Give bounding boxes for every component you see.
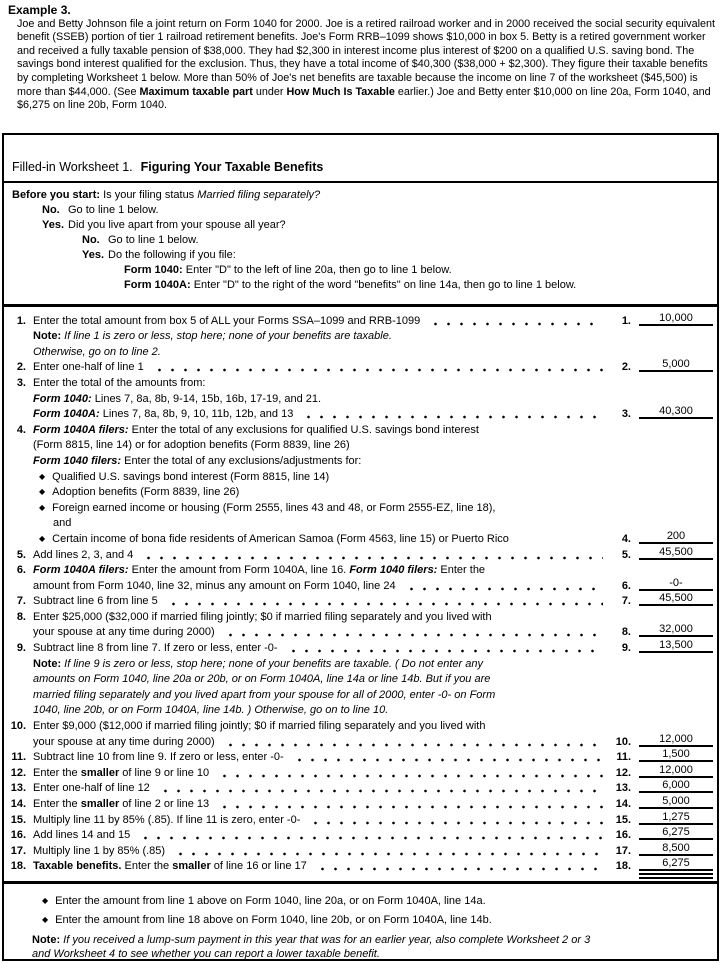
amount-cell [639,779,713,793]
amount-cell [639,358,713,372]
amount-value: 12,000 [639,733,713,747]
line-text [33,549,133,561]
line-number: 16. [10,829,26,842]
amount-line-number: 5. [621,548,631,561]
example-bold-reference-1: Maximum taxable part [139,85,253,98]
worksheet-line-row [8,716,713,732]
before-yes1-label: Yes. [42,219,65,231]
line-text-segment: If line 9 is zero or less, stop here; none of your benefits are taxable. ( Do not enter any [61,657,484,670]
amount-value: 6,275 [639,857,713,871]
example-paragraph [17,18,715,113]
line-text-segment: Enter the [33,798,81,810]
before-form1040a-row [12,279,709,294]
dot-leader [307,817,603,825]
line-text [33,346,161,358]
line-text [33,471,329,483]
line-text [33,377,205,389]
line-number: 7. [16,595,26,608]
amount-cell [639,623,713,637]
line-text [33,393,321,405]
worksheet-line-row [8,701,713,717]
line-number: 12. [10,766,26,779]
amount-value: 10,000 [639,312,713,326]
line-text [33,361,144,373]
amount-cell [639,639,713,653]
line-text [33,486,239,498]
worksheet-line-row [8,483,713,499]
line-text [33,315,420,327]
before-no1-text: Go to line 1 below. [68,204,159,216]
before-no2-label: No. [82,234,100,246]
footer-bullet-text-2: Enter the amount from line 18 above on Form 1040, line 20b, or on Form 1040A, line 14b. [55,914,492,927]
worksheet-line-row [8,389,713,405]
amount-line-number: 3. [621,408,631,421]
worksheet-line-row [8,420,713,436]
before-lead-italic: Married filing separately? [197,189,321,201]
before-you-start-section [4,183,717,307]
worksheet-line-row [8,436,713,452]
example-text: Joe and Betty Johnson file a joint return on Form 1040 for 2000. Joe is a retired railroad worker and in 2000 received the social security equivalent benefit (SSEB) portion of tier 1 railroad retirement benefits. Joe's Form RRB–1099 shows $10,000 in box 5. Betty is a retired government worker and received a fully taxable pension of $38,000. They had $2,300 in interest income plus interest of $200 on a qualified U.S. saving bond. The savings bond interest qualified for the exclusion. Thus, they have a total income of $40,300 ($38,000 + $2,300). They figure their taxable benefits by completing Worksheet 1 below. More than 50% of Joe's net benefits are taxable because the income on line 7 of the worksheet ($45,500) is more than $44,000. (See [17,17,715,98]
before-yes2-label: Yes. [82,249,105,261]
worksheet-line-row [8,763,713,779]
line-text-segment: of line 16 or line 17 [210,860,307,873]
line-text [33,704,388,716]
line-text [33,611,492,623]
dot-leader [222,739,603,747]
worksheet-line-row [8,732,713,748]
line-number: 17. [10,844,26,857]
line-text [33,860,307,872]
line-text-segment: Multiply line 1 by 85% (.85) [33,844,166,857]
before-yes1-row [12,219,709,234]
amount-cell [639,826,713,840]
line-number: 3. [16,376,26,389]
line-text-segment: Add lines 14 and 15 [33,829,131,842]
line-text-segment: Enter the [121,860,173,873]
line-text-segment: smaller [80,798,120,810]
line-text-segment: smaller [80,766,120,779]
line-text [33,408,293,420]
worksheet-title-row [4,135,717,183]
line-text [33,736,215,748]
amount-line-number: 1. [621,314,631,327]
line-text-segment: Lines 7, 8a, 8b, 9-14, 15b, 16b, 17-19, and 21. [91,392,322,405]
line-text-segment: smaller [172,860,211,873]
bullet-icon: ◆ [39,502,46,512]
line-text [33,673,490,685]
footer-bullet-row-1 [12,895,709,907]
line-text-segment: Form 1040 filers: [33,454,122,467]
dot-leader [403,583,603,591]
line-text-segment: Enter the total amount from box 5 of ALL your Forms SSA–1099 and RRB-1099 [33,314,421,327]
amount-cell [639,546,713,560]
line-text-segment: Add lines 2, 3, and 4 [33,548,134,561]
line-text [33,845,165,857]
line-text [33,595,158,607]
amount-value: 45,500 [639,546,713,560]
line-text-segment: of line 2 or line 13 [119,798,210,810]
before-no1-label: No. [42,204,60,216]
before-yes2-text: Do the following if you file: [108,249,236,261]
amount-value: -0- [639,577,713,591]
before-no2-text: Go to line 1 below. [108,234,199,246]
example-text-3: earlier.) Joe and Betty enter $10,000 on line 20a, Form 1040, and $6,275 on line 20b, Form 1040. [17,85,711,112]
footer-note-text: If you received a lump-sum payment in this year that was for an earlier year, also complete Worksheet 2 or 3 and Worksheet 4 to see whether you can report a lower taxable benefit. [32,934,591,961]
line-number: 9. [16,642,26,655]
line-number: 1. [16,314,26,327]
worksheet-line-row [8,467,713,483]
line-text [33,751,284,763]
line-text [33,829,130,841]
bullet-icon: ◆ [42,915,49,925]
amount-line-number: 2. [621,361,631,374]
amount-value: 40,300 [639,405,713,419]
example-heading: Example 3. [8,4,71,17]
footer-note [12,933,592,961]
worksheet-line-row [8,498,713,514]
line-text [33,533,509,545]
line-text-segment: and [53,517,72,530]
line-text-segment: Enter $25,000 ($32,000 if married filing jointly; $0 if married filing separately and you lived with [33,610,492,623]
worksheet-line-row [8,685,713,701]
line-text [33,439,350,451]
before-form1040-row [12,264,709,279]
line-text-segment: Subtract line 6 from line 5 [33,595,158,608]
dot-leader [216,801,603,809]
dot-leader [300,411,603,419]
line-text [33,720,485,732]
worksheet-line-row [8,810,713,826]
amount-cell [639,405,713,419]
line-text [33,798,209,810]
line-text-segment: Subtract line 8 from line 7. If zero or less, enter -0- [33,642,278,655]
double-rule [639,873,713,879]
bullet-icon: ◆ [39,533,46,543]
amount-line-number: 10. [615,735,631,748]
dot-leader [140,552,603,560]
before-form1040a-text: Enter "D" to the right of the word "benefits" on line 14a, then go to line 1 below. [190,279,577,291]
worksheet-line-row [8,670,713,686]
before-lead-row [12,189,709,204]
line-text-segment: Foreign earned income or housing (Form 2555, lines 43 and 48, or Form 2555-EZ, line 18), [52,501,496,514]
before-no1-row [12,204,709,219]
bullet-icon: ◆ [39,487,46,497]
line-number: 6. [16,564,26,577]
line-number: 13. [10,782,26,795]
line-text-segment: Certain income of bona fide residents of American Samoa (Form 4563, line 15) or Puerto Rico [52,532,509,545]
line-text-segment: Form 1040A filers: [33,423,129,436]
line-text-segment: Form 1040 filers: [349,564,438,577]
amount-value: 6,000 [639,779,713,793]
amount-value: 1,500 [639,748,713,762]
worksheet-line-row [8,826,713,842]
amount-line-number: 14. [615,798,631,810]
line-text [33,564,485,576]
worksheet-line-row [8,327,713,343]
line-text-segment: Enter the amount from Form 1040A, line 16. [128,564,350,577]
amount-line-number: 13. [615,782,631,795]
line-text-segment: Enter the total of any exclusions/adjustments for: [121,454,362,467]
amount-line-number: 16. [615,829,631,842]
line-text [33,502,495,514]
line-text-segment: married filing separately and you lived apart from your spouse for all of 2000, enter -0- on Form [33,688,496,701]
amount-value: 8,500 [639,842,713,856]
worksheet-line-row [8,358,713,374]
line-text-segment: Enter one-half of line 12 [33,782,150,795]
worksheet-line-row [8,451,713,467]
worksheet-title-prefix: Filled-in Worksheet 1. [12,160,133,174]
amount-line-number: 8. [621,626,631,639]
worksheet-line-row [8,779,713,795]
line-text-segment: Taxable benefits. [33,860,122,873]
worksheet-line-row [8,592,713,608]
amount-cell [639,795,713,809]
dot-leader [137,832,603,840]
worksheet-line-row [8,841,713,857]
before-form1040a-label: Form 1040A: [124,279,191,291]
amount-cell [639,577,713,591]
amount-value: 1,275 [639,811,713,825]
line-number: 11. [11,751,26,764]
line-text [33,626,215,638]
line-text-segment: Enter the total of the amounts from: [33,376,206,389]
before-no2-row [12,234,709,249]
amount-value: 13,500 [639,639,713,653]
amount-line-number: 4. [621,532,631,545]
example-text-2: under [252,85,287,98]
worksheet-line-row [8,311,713,327]
amount-cell [639,811,713,825]
dot-leader [165,598,603,606]
line-number: 5. [16,548,26,561]
dot-leader [222,629,603,637]
dot-leader [157,785,603,793]
amount-line-number: 12. [615,766,631,779]
before-form1040-text: Enter "D" to the left of line 20a, then go to line 1 below. [182,264,452,276]
amount-cell [639,530,713,544]
worksheet-line-row [8,405,713,421]
line-text-segment: Qualified U.S. savings bond interest (Form 8815, line 14) [52,470,330,483]
amount-line-number: 6. [621,579,631,592]
worksheet-line-row [8,623,713,639]
amount-value: 32,000 [639,623,713,637]
line-number: 8. [16,610,26,623]
line-text-segment: Enter $9,000 ($12,000 if married filing jointly; $0 if married filing separately and you lived with [33,720,486,733]
line-text-segment: Adoption benefits (Form 8839, line 26) [52,486,240,499]
dot-leader [314,863,603,871]
line-text [33,767,209,779]
worksheet-line-row [8,561,713,577]
amount-cell [639,842,713,856]
line-text [33,658,483,670]
worksheet-line-row [8,748,713,764]
before-lead-label: Before you start: [12,189,101,201]
line-text-segment: Note: [33,330,62,343]
bullet-icon: ◆ [39,471,46,481]
worksheet-line-row [8,607,713,623]
worksheet-line-row [8,373,713,389]
before-form1040-label: Form 1040: [124,264,183,276]
amount-cell [639,748,713,762]
line-text-segment: 1040, line 20b, or on Form 1040A, line 14b. ) Otherwise, go on to line 10. [33,704,389,717]
dot-leader [216,770,603,778]
dot-leader [427,318,603,326]
footer-bullet-text-1: Enter the amount from line 1 above on Form 1040, line 20a, or on Form 1040A, line 14a. [55,895,486,908]
line-text-segment: Form 1040A filers: [33,564,129,577]
worksheet-line-row [8,857,713,873]
line-text-segment: amount from Form 1040, line 32, minus any amount on Form 1040, line 24 [33,579,396,592]
line-text [33,689,495,701]
line-text-segment: (Form 8815, line 14) or for adoption benefits (Form 8839, line 26) [33,439,350,452]
amount-value: 6,275 [639,826,713,840]
example-section [8,4,715,130]
before-yes2-row [12,249,709,264]
line-text-segment: Enter one-half of line 1 [33,361,144,374]
dot-leader [291,754,603,762]
line-text [33,642,278,654]
bullet-icon: ◆ [42,896,49,906]
amount-cell [639,312,713,326]
line-text-segment: Form 1040A: [33,408,100,421]
worksheet-lines [4,307,717,884]
line-number: 10. [10,720,26,733]
worksheet-box [2,133,719,961]
amount-line-number: 7. [621,595,631,608]
worksheet-line-row [8,529,713,545]
line-text-segment: Enter the [33,766,81,779]
line-text-segment: Form 1040: [33,392,92,405]
worksheet-line-row [8,545,713,561]
amount-value: 45,500 [639,592,713,606]
line-text-segment: Enter the [437,564,486,577]
amount-cell [639,592,713,606]
amount-line-number: 17. [615,844,631,857]
line-text-segment: If line 1 is zero or less, stop here; none of your benefits are taxable. [61,330,392,343]
footer-bullet-row-2 [12,914,709,926]
line-text [33,580,396,592]
line-number: 2. [16,361,26,374]
amount-line-number: 9. [621,642,631,655]
line-text-segment: your spouse at any time during 2000) [33,735,215,748]
dot-leader [172,848,603,856]
line-text [33,330,392,342]
line-number: 18. [10,860,26,873]
line-text-segment: Subtract line 10 from line 9. If zero or less, enter -0- [33,751,284,764]
dot-leader [151,364,603,372]
amount-cell [639,764,713,778]
line-number: 14. [10,798,26,810]
amount-value: 5,000 [639,795,713,809]
line-text [33,455,361,467]
dot-leader [285,645,603,653]
line-number: 4. [16,423,26,436]
amount-line-number: 18. [615,860,631,873]
line-text [33,782,150,794]
example-bold-reference-2: How Much Is Taxable [286,85,395,98]
line-text-segment: of line 9 or line 10 [119,766,210,779]
line-text-segment: Lines 7, 8a, 8b, 9, 10, 11b, 12b, and 13 [99,408,294,421]
worksheet-line-row [8,514,713,530]
amount-line-number: 11. [616,751,631,764]
amount-line-number: 15. [615,813,631,826]
line-text-segment: Enter the total of any exclusions for qualified U.S. savings bond interest [128,423,479,436]
worksheet-line-row [8,342,713,358]
before-lead-text: Is your filing status [100,189,198,201]
amount-value: 12,000 [639,764,713,778]
worksheet-line-row [8,794,713,810]
line-text-segment: your spouse at any time during 2000) [33,626,215,639]
line-text [33,424,479,436]
amount-cell [639,857,713,871]
worksheet-line-row [8,654,713,670]
line-text-segment: amounts on Form 1040, line 20a or 20b, or on Form 1040A, line 14a or line 14b. But if you are [33,673,491,686]
worksheet-footer [4,884,717,961]
worksheet-line-row [8,638,713,654]
amount-cell [639,733,713,747]
line-text [33,814,300,826]
line-text-segment: Note: [33,657,62,670]
before-yes1-text: Did you live apart from your spouse all year? [68,219,286,231]
amount-value: 200 [639,530,713,544]
worksheet-line-row [8,576,713,592]
line-text-segment: Otherwise, go on to line 2. [33,345,161,358]
line-text-segment: Multiply line 11 by 85% (.85). If line 11 is zero, enter -0- [33,813,301,826]
line-text [33,517,71,529]
worksheet-title: Figuring Your Taxable Benefits [140,160,324,174]
amount-value: 5,000 [639,358,713,372]
line-number: 15. [10,813,26,826]
footer-note-label: Note: [32,934,61,947]
